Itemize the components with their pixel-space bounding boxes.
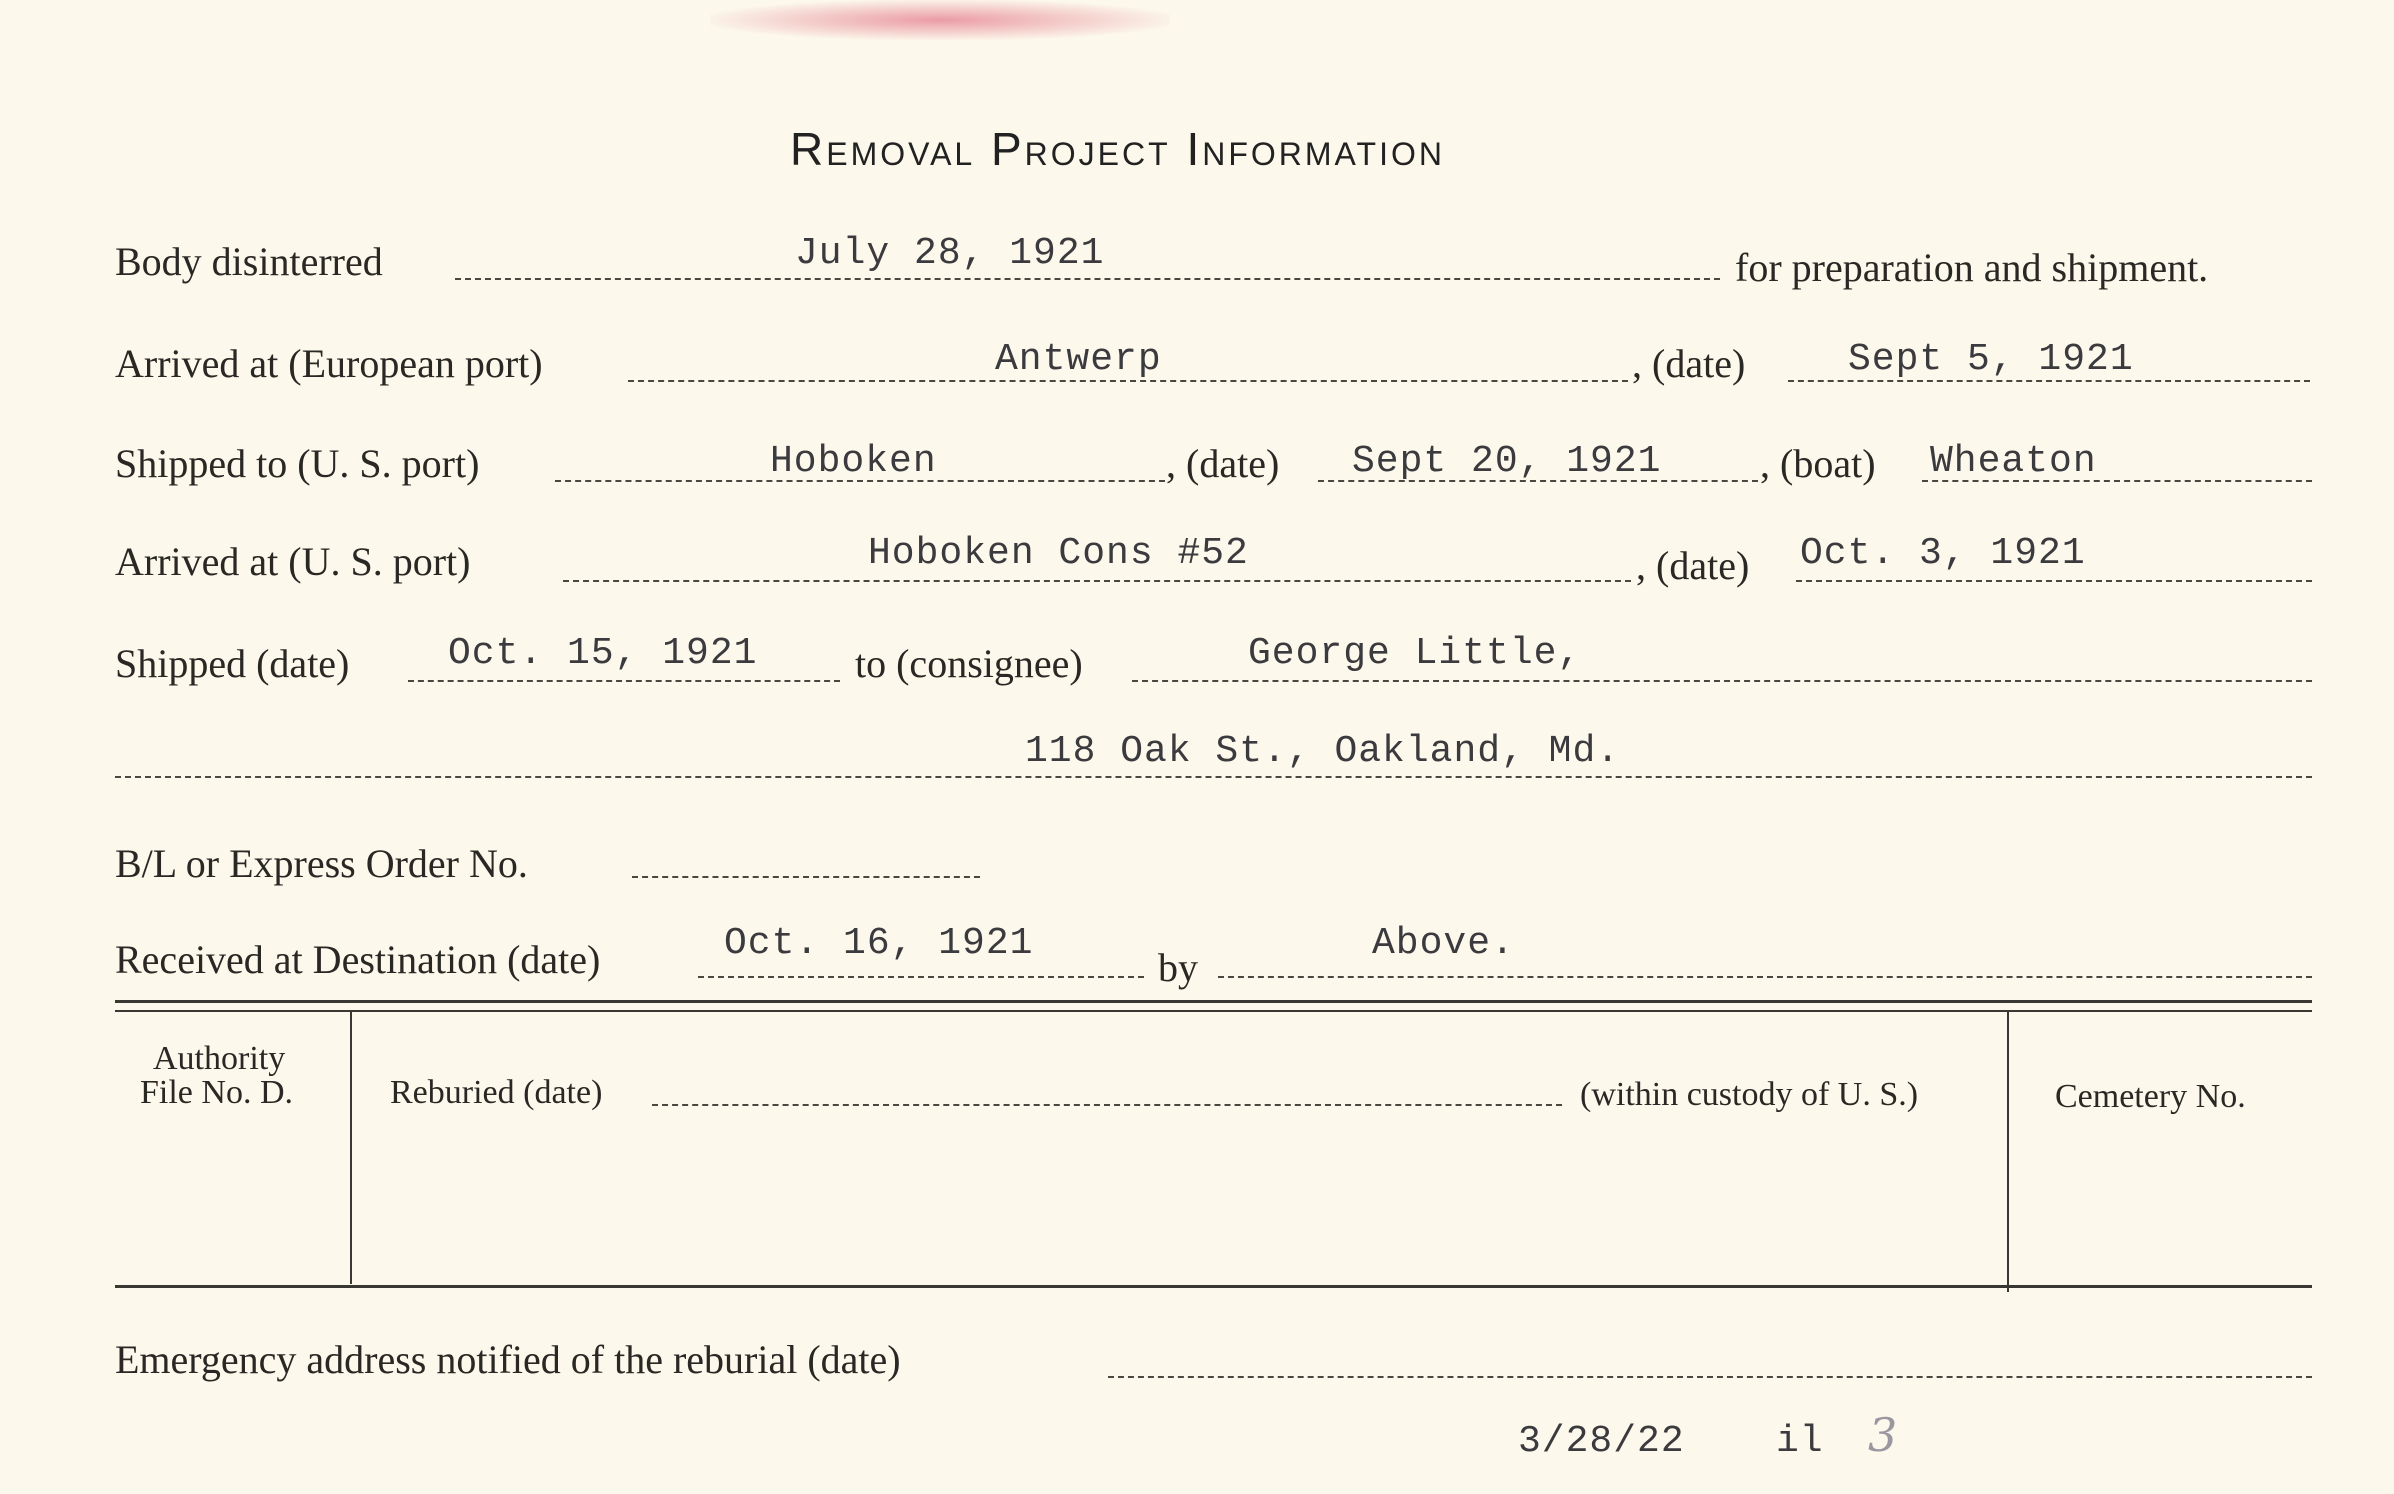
pencil-mark: 3 [1868,1408,1898,1462]
shipped-date-label: Shipped (date) [115,641,350,686]
cemetery-label: Cemetery No. [2055,1078,2246,1115]
consignee-label: to (consignee) [855,641,1083,686]
boat-label: , (boat) [1760,441,1876,486]
us-port-shipped-date: Sept 20, 1921 [1352,440,1662,483]
us-port-arrived-date-label: , (date) [1636,543,1750,588]
received-date-line [698,976,1144,978]
european-port-date-label: , (date) [1632,341,1746,386]
us-port-arrived-date-line [1796,580,2312,582]
emergency-label: Emergency address notified of the reburial (date) [115,1337,901,1382]
emergency-line [1108,1376,2312,1378]
authority-label-line1: Authority [153,1040,286,1077]
box-top-rule-1 [115,1000,2312,1003]
received-label: Received at Destination (date) [115,937,601,982]
bl-order-label: B/L or Express Order No. [115,841,528,886]
body-disinterred-value: July 28, 1921 [795,232,1105,275]
custody-label: (within custody of U. S.) [1580,1076,1919,1113]
us-port-arrived-value: Hoboken Cons #52 [868,532,1249,575]
us-port-shipped-date-label: , (date) [1166,441,1280,486]
shipment-suffix: for preparation and shipment. [1735,245,2209,290]
european-port-value: Antwerp [995,338,1162,381]
us-port-shipped-value: Hoboken [770,440,937,483]
us-port-arrived-label: Arrived at (U. S. port) [115,539,471,584]
box-bottom-rule [115,1285,2312,1288]
us-port-arrived-date: Oct. 3, 1921 [1800,532,2086,575]
shipped-date-line [408,680,840,682]
footer-initials: il [1776,1420,1824,1463]
us-port-arrived-line [563,580,1631,582]
bl-order-line [632,876,980,878]
page-title: Removal Project Information [790,123,1445,175]
us-port-shipped-label: Shipped to (U. S. port) [115,441,480,486]
body-disinterred-label: Body disinterred [115,239,383,284]
consignee-address: 118 Oak St., Oakland, Md. [1025,730,1621,773]
authority-label-line2: File No. D. [140,1074,293,1111]
reburied-label: Reburied (date) [390,1074,603,1111]
address-line [115,776,2312,778]
box-top-rule-2 [115,1010,2312,1012]
european-port-date: Sept 5, 1921 [1848,338,2134,381]
european-port-label: Arrived at (European port) [115,341,543,386]
received-by-line [1218,976,2312,978]
consignee-value: George Little, [1248,632,1582,675]
boat-value: Wheaton [1930,440,2097,483]
received-by-label: by [1158,945,1198,990]
box-divider-right [2007,1012,2009,1292]
footer-date-stamp: 3/28/22 [1518,1420,1685,1463]
received-by-value: Above. [1372,922,1515,965]
box-divider-left [350,1012,352,1284]
red-stamp-mark [710,0,1170,40]
body-disinterred-line [455,278,1720,280]
received-date-value: Oct. 16, 1921 [724,922,1034,965]
reburied-line [652,1104,1562,1106]
consignee-line [1132,680,2312,682]
shipped-date-value: Oct. 15, 1921 [448,632,758,675]
